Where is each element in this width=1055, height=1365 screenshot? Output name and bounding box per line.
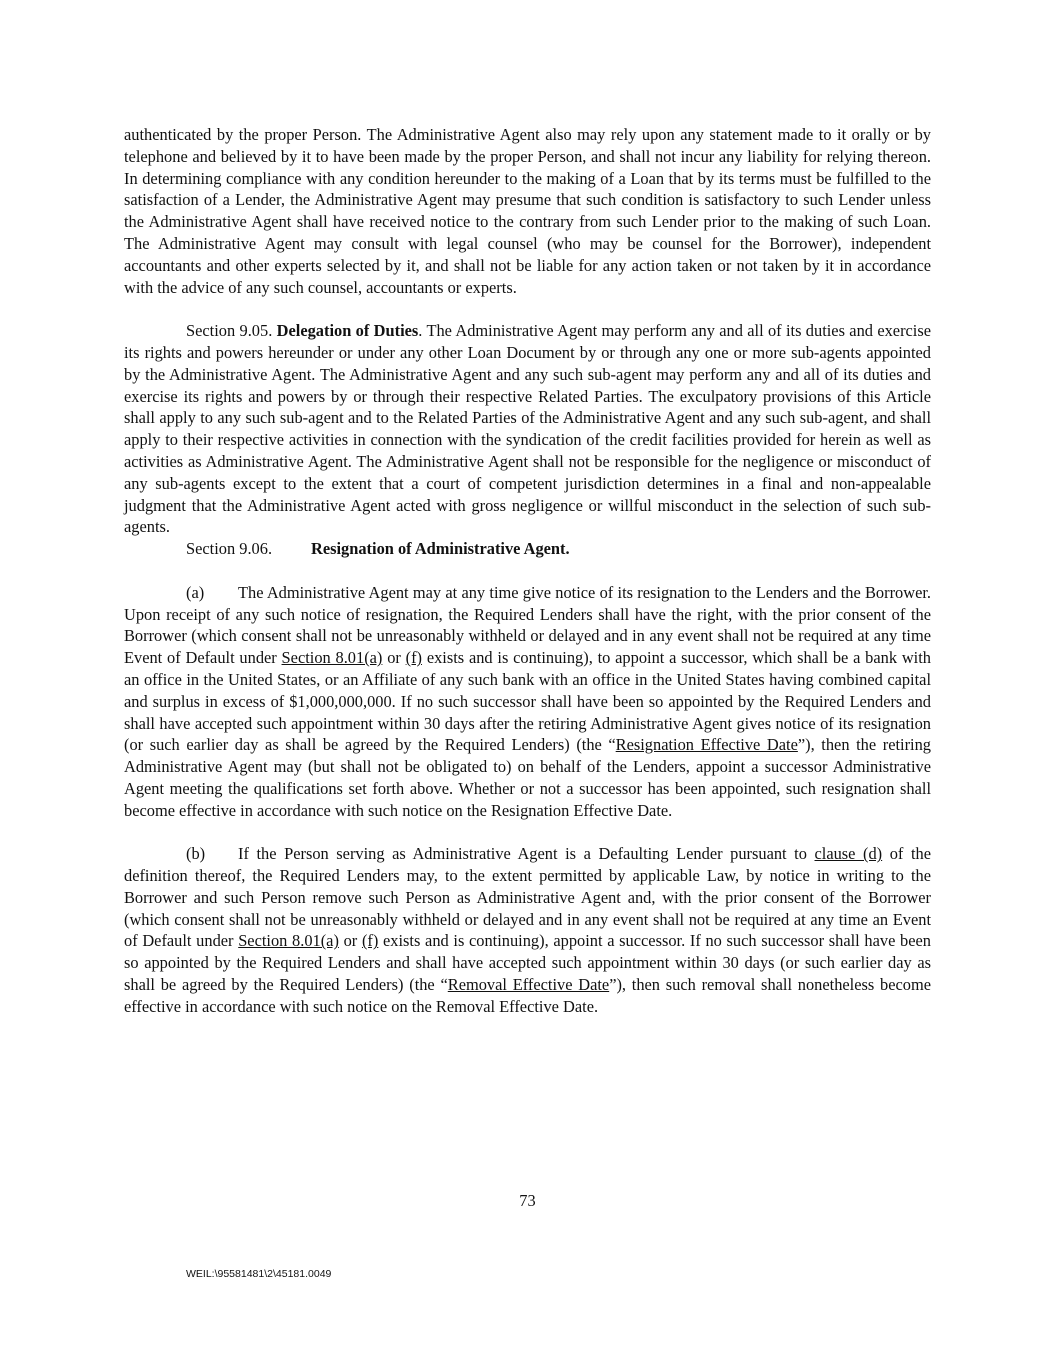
clause-b-ref-f: (f): [361, 931, 379, 951]
section-9-06-heading: [124, 538, 931, 560]
clause-b-text-2: of the definition thereof, the Required Lenders may, to the extent permitted by applicable Law, by notice in writing to the Borrower and such Person remove such Person as Administrative Agent and, with the prior consent of the Borrower (which consent shall not be unreasonably withheld or delayed and in any event shall not be required at any time an Event of Default under: [124, 844, 931, 951]
document-page: [124, 124, 931, 1018]
intro-paragraph: authenticated by the proper Person. The Administrative Agent also may rely upon any statement made to it orally or by telephone and believed by it to have been made by the proper Person, and shall not incur any liability for relying thereon. In determining compliance with any condition hereunder to the making of a Loan that by its terms must be fulfilled to the satisfaction of a Lender, the Administrative Agent may presume that such condition is satisfactory to such Lender unless the Administrative Agent shall have received notice to the contrary from such Lender prior to the making of such Loan. The Administrative Agent may consult with legal counsel (who may be counsel for the Borrower), independent accountants and other experts selected by it, and shall not be liable for any action taken or not taken by it in accordance with the advice of any such counsel, accountants or experts.: [124, 125, 931, 297]
clause-a-paragraph: [124, 582, 931, 822]
section-9-06-title: Resignation of Administrative Agent.: [311, 539, 570, 559]
clause-a-ref-f: (f): [405, 648, 423, 668]
clause-b-text-4: exists and is continuing), appoint a successor. If no such successor shall have been so appointed by the Required Lenders and shall have accepted such appointment within 30 days (or such earlier day as shall be agreed by the Required Lenders) (the “: [124, 931, 931, 995]
clause-a-text-1: The Administrative Agent may at any time give notice of its resignation to the Lenders and the Borrower. Upon receipt of any such notice of resignation, the Required Lenders shall have the right, with the prior consent of the Borrower (which consent shall not be unreasonably withheld or delayed and in any event shall not be required at any time Event of Default under: [124, 582, 931, 668]
clause-a-defined-term: Resignation Effective Date: [615, 735, 798, 755]
page-number: 73: [519, 1191, 536, 1210]
clause-a-text-2: or: [382, 648, 406, 668]
section-9-05-title-suffix: .: [418, 321, 423, 341]
clause-b-text-5: ”), then such removal shall nonetheless become effective in accordance with such notice on the Removal Effective Date.: [124, 975, 931, 1016]
footer-document-id: WEIL:\95581481\2\45181.0049: [186, 1268, 332, 1280]
section-9-06-number: Section 9.06.: [186, 539, 273, 559]
clause-b-paragraph: [124, 843, 931, 1017]
section-9-05-body: The Administrative Agent may perform any and all of its duties and exercise its rights and powers hereunder or under any other Loan Document by or through any one or more sub-agents appointed by the Administrative Agent. The Administrative Agent and any such sub-agent may perform any and all of its duties and exercise its rights and powers by or through their respective Related Parties. The exculpatory provisions of this Article shall apply to any such sub-agent and to the Related Parties of the Administrative Agent and any such sub-agent, and shall apply to their respective activities in connection with the syndication of the credit facilities provided for herein as well as activities as Administrative Agent. The Administrative Agent shall not be responsible for the negligence or misconduct of any sub-agents except to the extent that a court of competent jurisdiction determines in a final and non-appealable judgment that the Administrative Agent acted with gross negligence or willful misconduct in the selection of such sub-agents.: [124, 321, 932, 537]
clause-a-label: (a): [186, 582, 205, 602]
clause-b-text-3: or: [338, 931, 362, 951]
clause-a-text-3: exists and is continuing), to appoint a successor, which shall be a bank with an office in the United States, or an Affiliate of any such bank with an office in the United States having combined capital and surplus in excess of $1,000,000,000. If no such successor shall have been so appointed by the Required Lenders and shall have accepted such appointment within 30 days after the retiring Administrative Agent gives notice of its resignation (or such earlier day as shall be agreed by the Required Lenders) (the “: [124, 648, 931, 755]
clause-a-text-4: ”), then the retiring Administrative Agent may (but shall not be obligated to) on behalf of the Lenders, appoint a successor Administrative Agent meeting the qualifications set forth above. Whether or not a successor has been appointed, such resignation shall become effective in accordance with such notice on the Resignation Effective Date.: [124, 735, 931, 820]
clause-b-text-1: If the Person serving as Administrative Agent is a Defaulting Lender pursuant to: [238, 844, 815, 864]
clause-b-ref-section-8-01a: Section 8.01(a): [238, 931, 339, 951]
section-9-05-number: Section 9.05.: [186, 321, 273, 341]
clause-b-label: (b): [186, 844, 206, 864]
clause-b-defined-term: Removal Effective Date: [447, 975, 610, 995]
clause-a-ref-section-8-01a: Section 8.01(a): [281, 648, 383, 668]
section-9-05-paragraph: [124, 320, 931, 538]
section-9-05-title: Delegation of Duties: [276, 321, 419, 341]
clause-b-ref-clause-d: clause (d): [814, 844, 883, 864]
